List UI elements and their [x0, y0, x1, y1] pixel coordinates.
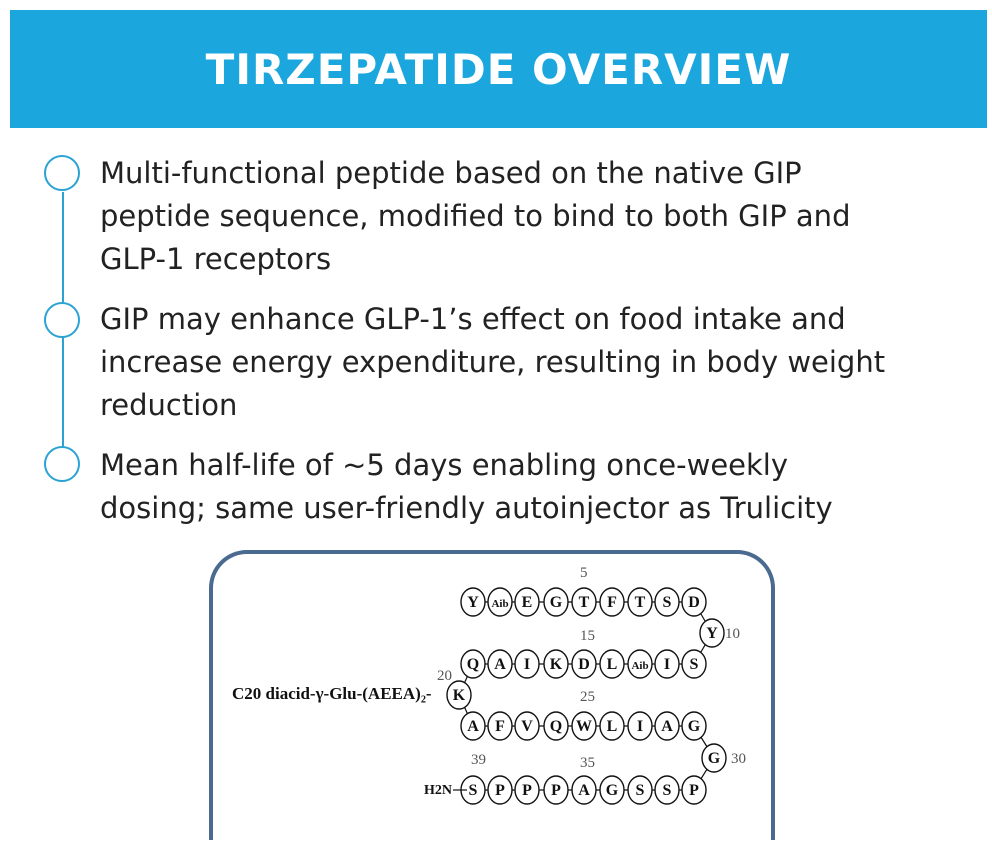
residue-letter: S	[662, 594, 672, 611]
amino-acid-residue	[515, 776, 539, 804]
n-terminus-label: H2N	[424, 783, 452, 798]
residue-letter: V	[521, 718, 533, 735]
bullet-line: Multi-functional peptide based on the native GIP	[100, 156, 802, 190]
amino-acid-residue	[572, 776, 596, 804]
bullet-line: reduction	[100, 388, 238, 422]
amino-acid-residue	[682, 650, 706, 678]
amino-acid-residue	[600, 588, 624, 616]
bullet-line: Mean half-life of ~5 days enabling once-weekly	[100, 448, 789, 482]
amino-acid-residue	[682, 588, 706, 616]
amino-acid-residue	[488, 588, 512, 616]
residue-letter: K	[452, 687, 466, 704]
amino-acid-residue	[572, 588, 596, 616]
amino-acid-residue	[544, 712, 568, 740]
bullet-line: GLP-1 receptors	[100, 242, 332, 276]
amino-acid-residue	[515, 650, 539, 678]
residue-letter: F	[495, 718, 505, 735]
residue-letter: S	[662, 782, 672, 799]
amino-acid-residue	[544, 776, 568, 804]
residue-letter: S	[635, 782, 645, 799]
position-label: 20	[437, 668, 452, 684]
position-label: 30	[731, 751, 746, 767]
residue-letter: L	[606, 656, 618, 673]
residue-letter: G	[605, 782, 619, 799]
residue-letter: I	[663, 656, 671, 673]
fatty-acid-modification-label: C20 diacid-γ-Glu-(AEEA)₂-	[232, 684, 432, 703]
residue-letter: G	[687, 718, 701, 735]
residue-letter: Y	[467, 594, 479, 611]
amino-acid-residue	[700, 619, 724, 647]
residue-letter: Aib	[491, 598, 509, 610]
amino-acid-residue	[488, 712, 512, 740]
bullet-line: increase energy expenditure, resulting in body weight	[100, 345, 886, 379]
residue-letter: P	[551, 782, 561, 799]
residue-letter: G	[707, 750, 721, 767]
amino-acid-residue	[628, 588, 652, 616]
residue-letter: Q	[549, 718, 563, 735]
amino-acid-residue	[572, 650, 596, 678]
residue-letter: P	[522, 782, 532, 799]
residue-letter: P	[689, 782, 699, 799]
position-label: 25	[580, 689, 595, 705]
amino-acid-residue	[628, 650, 652, 678]
amino-acid-residue	[447, 681, 471, 709]
amino-acid-residue	[655, 776, 679, 804]
amino-acid-residue	[461, 588, 485, 616]
position-label: 10	[725, 626, 740, 642]
position-label: 35	[580, 755, 595, 771]
residue-letter: L	[606, 718, 618, 735]
amino-acid-residue	[488, 650, 512, 678]
position-label: 15	[580, 628, 595, 644]
amino-acid-residue	[572, 712, 596, 740]
position-label: 39	[471, 752, 486, 768]
amino-acid-residue	[515, 712, 539, 740]
residue-letter: D	[578, 656, 590, 673]
residue-letter: Q	[466, 656, 480, 673]
amino-acid-residue	[628, 776, 652, 804]
residue-letter: T	[634, 594, 646, 611]
residue-letter: A	[578, 782, 590, 799]
amino-acid-residue	[600, 650, 624, 678]
residue-letter: E	[521, 594, 533, 611]
residue-letter: I	[523, 656, 531, 673]
residue-letter: P	[495, 782, 505, 799]
residue-letter: F	[607, 594, 617, 611]
residue-letter: A	[661, 718, 673, 735]
amino-acid-residue	[544, 588, 568, 616]
residue-letter: G	[549, 594, 563, 611]
amino-acid-residue	[628, 712, 652, 740]
bullet-line: peptide sequence, modified to bind to both GIP and	[100, 199, 851, 233]
position-label: 5	[580, 565, 588, 581]
residue-letter: I	[636, 718, 644, 735]
residue-letter: W	[576, 718, 592, 735]
residue-letter: A	[494, 656, 506, 673]
residue-letter: Y	[706, 625, 718, 642]
residue-letter: D	[688, 594, 700, 611]
residue-letter: K	[549, 656, 563, 673]
amino-acid-residue	[515, 588, 539, 616]
amino-acid-residue	[655, 588, 679, 616]
bullet-line: GIP may enhance GLP-1’s effect on food intake and	[100, 302, 846, 336]
amino-acid-residue	[461, 650, 485, 678]
residue-letter: A	[467, 718, 479, 735]
bullet-line: dosing; same user-friendly autoinjector as Trulicity	[100, 491, 833, 525]
amino-acid-residue	[461, 712, 485, 740]
residue-letter: S	[689, 656, 699, 673]
amino-acid-residue	[682, 712, 706, 740]
amino-acid-residue	[655, 650, 679, 678]
residue-letter: Aib	[631, 660, 649, 672]
residue-letter: S	[468, 782, 478, 799]
amino-acid-residue	[702, 744, 726, 772]
amino-acid-residue	[488, 776, 512, 804]
amino-acid-residue	[655, 712, 679, 740]
amino-acid-residue	[682, 776, 706, 804]
amino-acid-residue	[600, 776, 624, 804]
residue-letter: T	[578, 594, 590, 611]
slide-title: TIRZEPATIDE OVERVIEW	[205, 44, 792, 94]
amino-acid-residue	[544, 650, 568, 678]
amino-acid-residue	[600, 712, 624, 740]
